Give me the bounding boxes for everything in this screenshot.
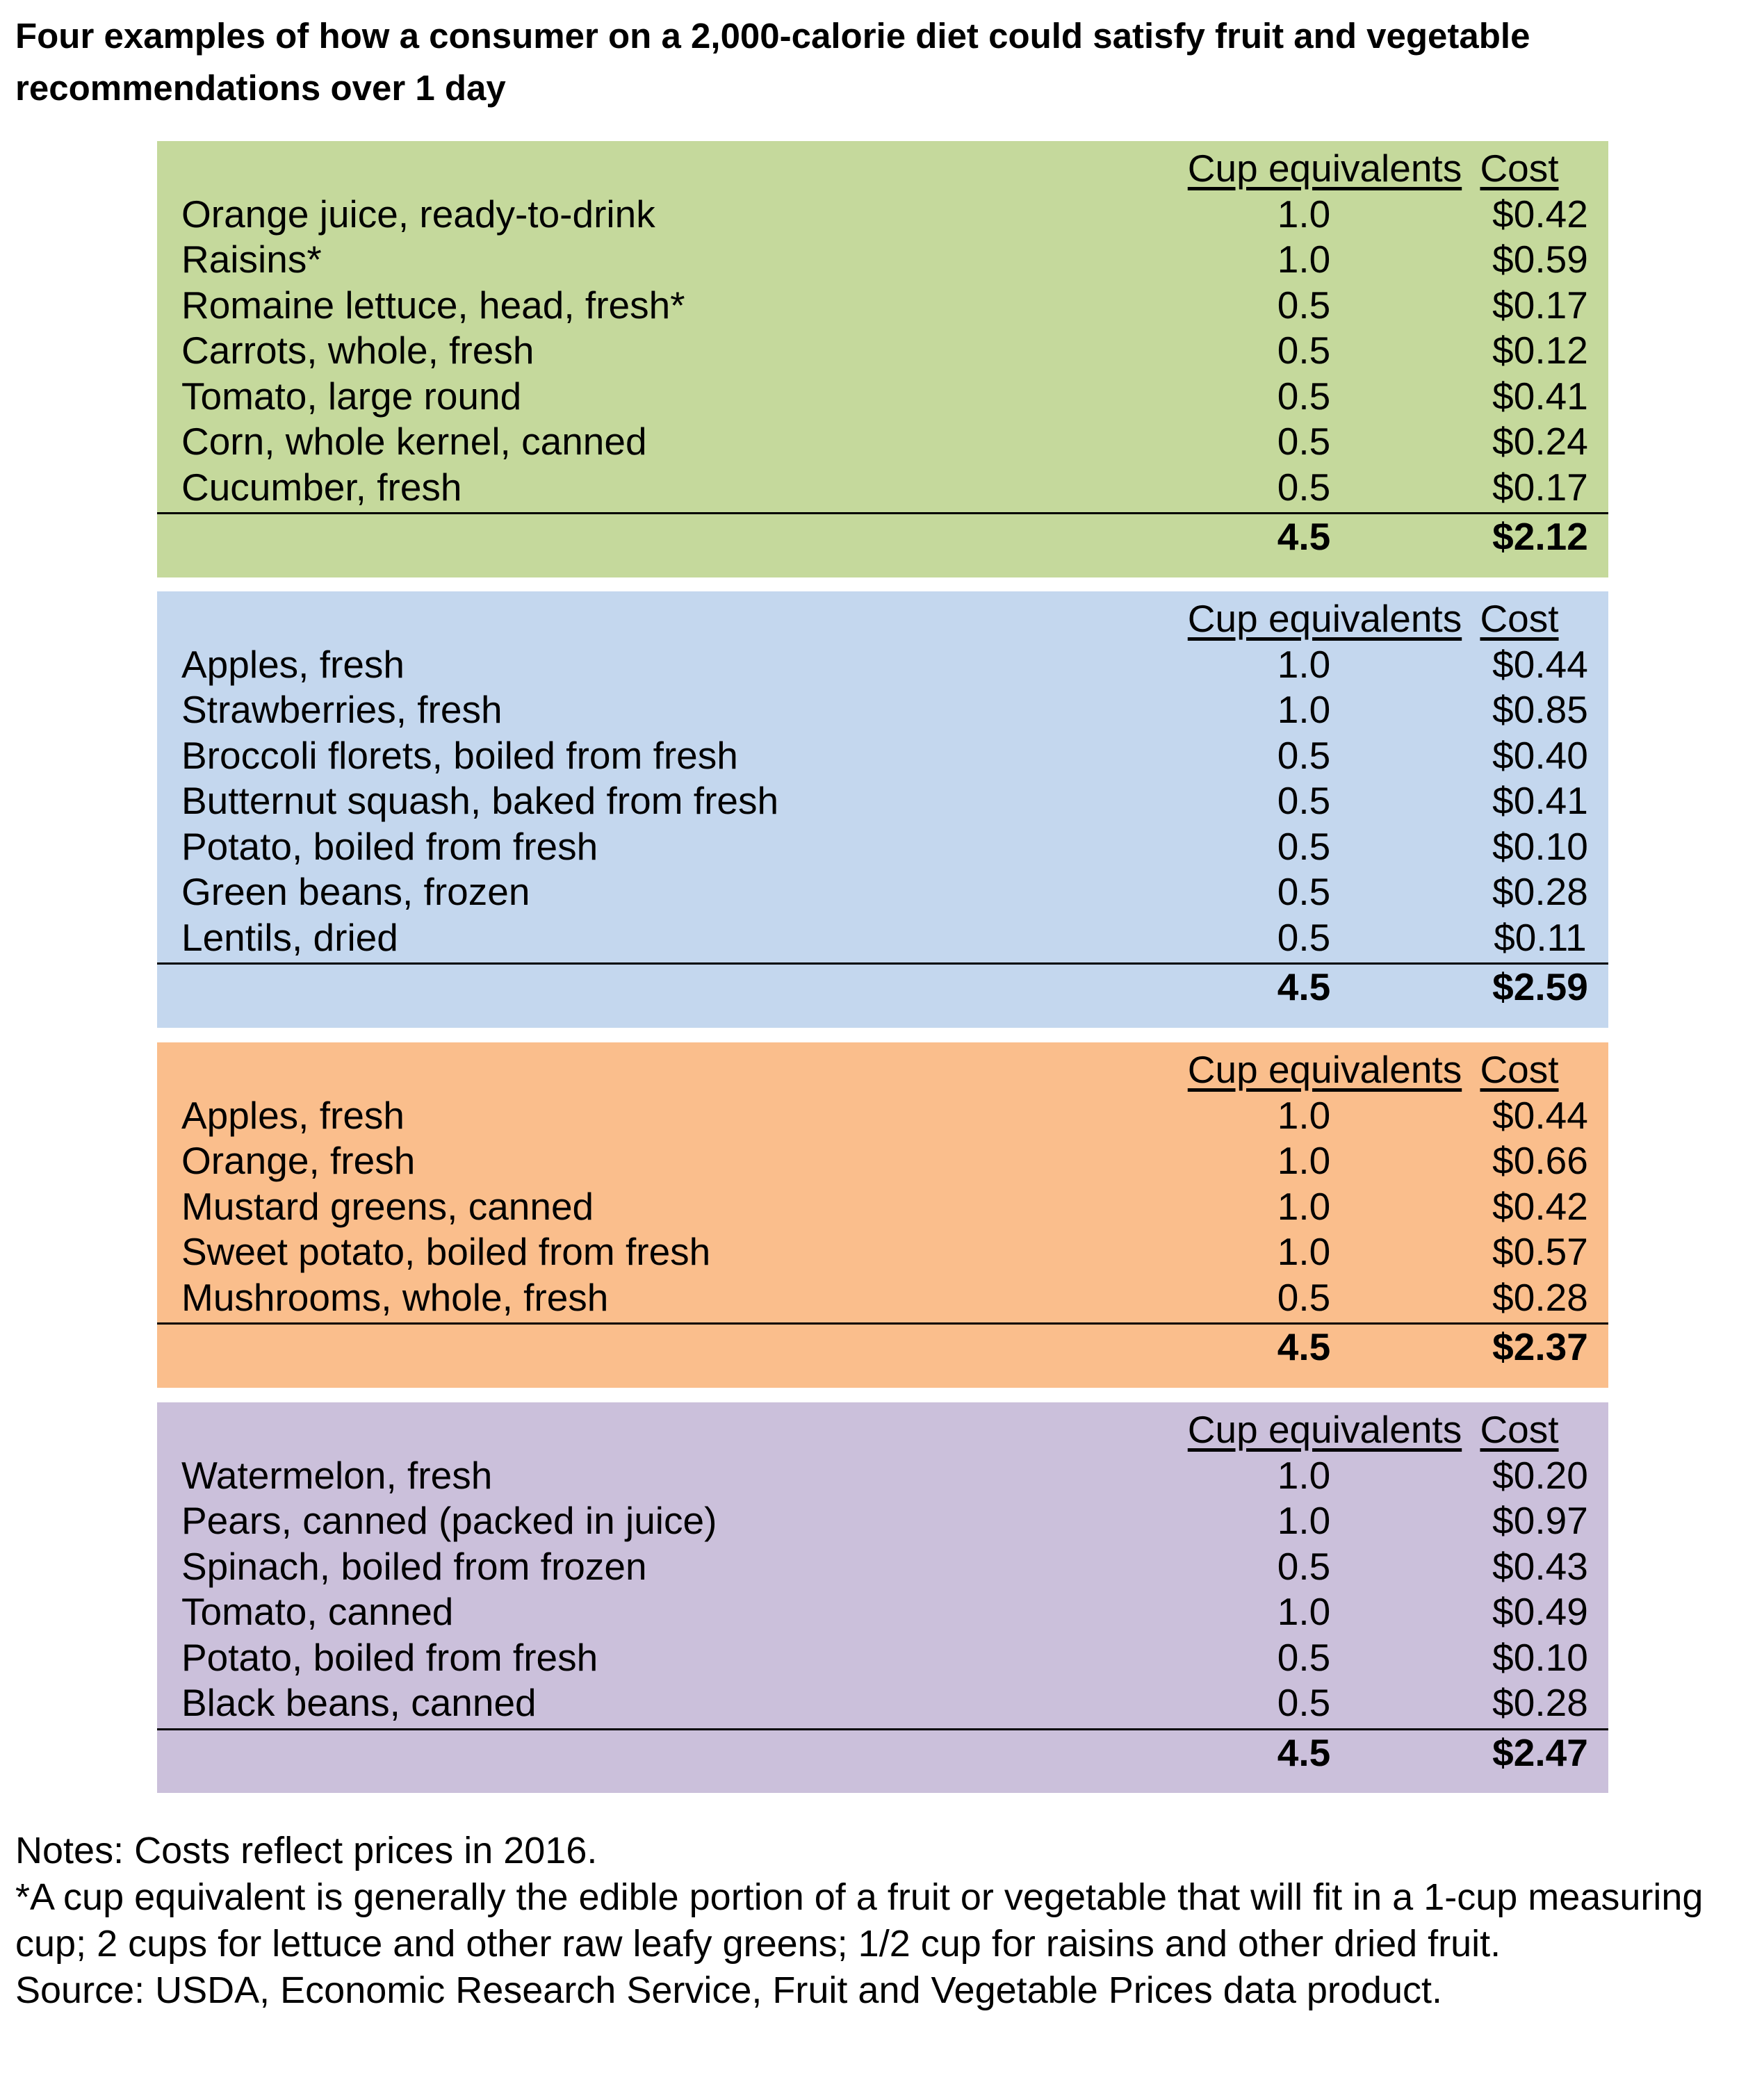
food-item-row	[157, 418, 1608, 464]
cost-header: Cost	[1480, 147, 1559, 190]
food-item-row	[157, 1543, 1608, 1589]
food-item-name: Carrots, whole, fresh	[181, 329, 534, 372]
column-header-row	[157, 1047, 1608, 1092]
food-item-row	[157, 1498, 1608, 1543]
cost-value: $0.28	[1492, 1681, 1588, 1724]
food-item-row	[157, 1229, 1608, 1275]
notes-cup-equivalent: *A cup equivalent is generally the edible portion of a fruit or vegetable that will fit in a 1-cup measuring cup; 2 cups for lettuce and other raw leafy greens; 1/2 cup for raisins and other dried fruit.	[15, 1876, 1704, 1965]
food-item-row	[157, 778, 1608, 823]
food-item-name: Raisins*	[181, 238, 322, 281]
total-cup-equivalents: 4.5	[1277, 965, 1331, 1008]
total-row	[157, 1324, 1608, 1370]
column-header-row	[157, 596, 1608, 641]
cost-value: $0.59	[1492, 238, 1588, 281]
food-item-row	[157, 915, 1608, 960]
cup-equivalent-value: 1.0	[1277, 1499, 1331, 1542]
food-item-row	[157, 687, 1608, 732]
cost-value: $0.85	[1492, 688, 1588, 731]
food-item-row	[157, 869, 1608, 915]
food-item-row	[157, 1634, 1608, 1680]
food-item-row	[157, 236, 1608, 282]
cost-value: $0.66	[1492, 1139, 1588, 1182]
notes-section	[15, 1828, 1746, 2014]
food-item-name: Strawberries, fresh	[181, 688, 503, 731]
cost-value: $0.40	[1492, 733, 1588, 777]
food-item-row	[157, 823, 1608, 869]
food-item-name: Mushrooms, whole, fresh	[181, 1275, 609, 1319]
food-item-name: Orange juice, ready-to-drink	[181, 192, 655, 236]
food-item-row	[157, 1138, 1608, 1183]
column-header-row	[157, 1407, 1608, 1452]
total-cost: $2.59	[1492, 965, 1588, 1008]
notes-prices: Notes: Costs reflect prices in 2016.	[15, 1830, 598, 1871]
food-item-row	[157, 1183, 1608, 1229]
cost-value: $0.42	[1492, 1184, 1588, 1228]
food-item-name: Watermelon, fresh	[181, 1453, 493, 1497]
food-item-row	[157, 641, 1608, 687]
cup-equivalent-value: 1.0	[1277, 238, 1331, 281]
food-item-row	[157, 327, 1608, 373]
cup-equivalent-value: 1.0	[1277, 688, 1331, 731]
cup-equivalent-value: 1.0	[1277, 1093, 1331, 1137]
food-item-row	[157, 373, 1608, 419]
food-item-row	[157, 1680, 1608, 1726]
cup-equivalent-value: 0.5	[1277, 283, 1331, 327]
cup-equivalent-value: 0.5	[1277, 779, 1331, 822]
notes-source: Source: USDA, Economic Research Service, Fruit and Vegetable Prices data product.	[15, 1969, 1443, 2011]
food-item-row	[157, 1589, 1608, 1634]
cost-value: $0.41	[1492, 374, 1588, 418]
cup-equivalent-value: 0.5	[1277, 915, 1331, 959]
cost-value: $0.57	[1492, 1230, 1588, 1273]
food-item-row	[157, 1452, 1608, 1498]
food-item-name: Tomato, canned	[181, 1590, 454, 1633]
food-item-name: Sweet potato, boiled from fresh	[181, 1230, 711, 1273]
cost-value: $0.41	[1492, 779, 1588, 822]
total-row	[157, 964, 1608, 1010]
cost-value: $0.17	[1492, 465, 1588, 509]
cost-value: $0.20	[1492, 1453, 1588, 1497]
cost-value: $0.28	[1492, 870, 1588, 913]
cost-header: Cost	[1480, 597, 1559, 640]
cup-equivalent-value: 0.5	[1277, 1275, 1331, 1319]
cost-value: $0.43	[1492, 1544, 1588, 1588]
cost-header: Cost	[1480, 1048, 1559, 1091]
cup-equivalent-value: 1.0	[1277, 1590, 1331, 1633]
food-item-row	[157, 282, 1608, 328]
cup-equivalent-value: 0.5	[1277, 329, 1331, 372]
cup-equivalent-value: 0.5	[1277, 420, 1331, 463]
food-item-row	[157, 191, 1608, 237]
cup-equivalent-value: 0.5	[1277, 1635, 1331, 1679]
food-group-1	[157, 141, 1608, 577]
cost-value: $0.10	[1492, 824, 1588, 868]
food-item-row	[157, 464, 1608, 510]
food-item-name: Green beans, frozen	[181, 870, 530, 913]
cup-equivalent-value: 0.5	[1277, 870, 1331, 913]
cost-value: $0.24	[1492, 420, 1588, 463]
food-item-name: Orange, fresh	[181, 1139, 416, 1182]
column-header-row	[157, 145, 1608, 191]
food-item-name: Potato, boiled from fresh	[181, 1635, 598, 1679]
cost-value: $0.44	[1492, 642, 1588, 686]
cup-equivalents-header: Cup equivalents	[1187, 597, 1462, 640]
cup-equivalent-value: 1.0	[1277, 1139, 1331, 1182]
total-cup-equivalents: 4.5	[1277, 515, 1331, 558]
food-item-name: Cucumber, fresh	[181, 465, 462, 509]
cup-equivalent-value: 1.0	[1277, 192, 1331, 236]
cup-equivalent-value: 1.0	[1277, 1184, 1331, 1228]
cost-value: $0.97	[1492, 1499, 1588, 1542]
total-cost: $2.37	[1492, 1325, 1588, 1368]
cup-equivalent-value: 0.5	[1277, 465, 1331, 509]
cost-header: Cost	[1480, 1408, 1559, 1451]
food-group-2	[157, 591, 1608, 1028]
food-item-name: Apples, fresh	[181, 642, 405, 686]
cup-equivalents-header: Cup equivalents	[1187, 1048, 1462, 1091]
cost-value: $0.11	[1494, 915, 1587, 959]
food-item-name: Romaine lettuce, head, fresh*	[181, 283, 685, 327]
food-item-row	[157, 1275, 1608, 1320]
food-item-name: Corn, whole kernel, canned	[181, 420, 647, 463]
cost-value: $0.12	[1492, 329, 1588, 372]
total-cost: $2.47	[1492, 1730, 1588, 1774]
food-item-row	[157, 732, 1608, 778]
food-item-name: Butternut squash, baked from fresh	[181, 779, 779, 822]
total-cup-equivalents: 4.5	[1277, 1325, 1331, 1368]
cup-equivalent-value: 0.5	[1277, 1681, 1331, 1724]
food-item-row	[157, 1092, 1608, 1138]
cup-equivalent-value: 0.5	[1277, 374, 1331, 418]
food-group-4	[157, 1402, 1608, 1793]
page-title: Four examples of how a consumer on a 2,000-calorie diet could satisfy fruit and vegetable recommendations over 1 day	[15, 16, 1530, 108]
cup-equivalent-value: 0.5	[1277, 824, 1331, 868]
cup-equivalent-value: 0.5	[1277, 733, 1331, 777]
food-item-name: Pears, canned (packed in juice)	[181, 1499, 717, 1542]
total-cup-equivalents: 4.5	[1277, 1730, 1331, 1774]
cup-equivalents-header: Cup equivalents	[1187, 147, 1462, 190]
cup-equivalents-header: Cup equivalents	[1187, 1408, 1462, 1451]
cup-equivalent-value: 0.5	[1277, 1544, 1331, 1588]
cost-value: $0.49	[1492, 1590, 1588, 1633]
food-item-name: Black beans, canned	[181, 1681, 537, 1724]
food-group-3	[157, 1042, 1608, 1388]
total-row	[157, 514, 1608, 559]
cost-value: $0.17	[1492, 283, 1588, 327]
cost-value: $0.42	[1492, 192, 1588, 236]
cost-value: $0.44	[1492, 1093, 1588, 1137]
cup-equivalent-value: 1.0	[1277, 642, 1331, 686]
food-item-name: Mustard greens, canned	[181, 1184, 594, 1228]
food-item-name: Tomato, large round	[181, 374, 522, 418]
cost-value: $0.10	[1492, 1635, 1588, 1679]
cup-equivalent-value: 1.0	[1277, 1453, 1331, 1497]
food-item-name: Potato, boiled from fresh	[181, 824, 598, 868]
food-item-name: Apples, fresh	[181, 1093, 405, 1137]
food-item-name: Lentils, dried	[181, 915, 398, 959]
total-row	[157, 1730, 1608, 1776]
cup-equivalent-value: 1.0	[1277, 1230, 1331, 1273]
food-item-name: Broccoli florets, boiled from fresh	[181, 733, 738, 777]
total-cost: $2.12	[1492, 515, 1588, 558]
food-item-name: Spinach, boiled from frozen	[181, 1544, 647, 1588]
cost-value: $0.28	[1492, 1275, 1588, 1319]
